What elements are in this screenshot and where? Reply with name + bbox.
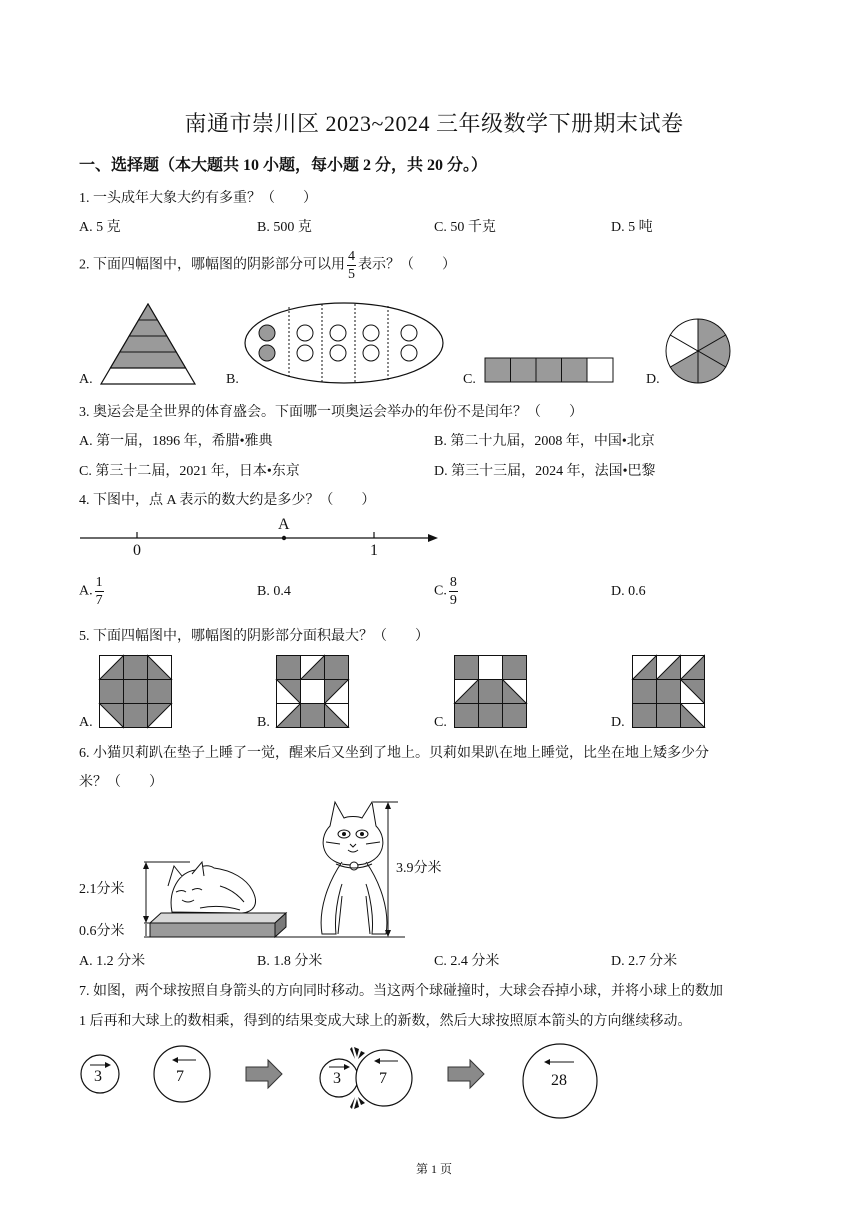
q2-label-d[interactable]: D.: [646, 372, 660, 387]
fraction-numerator: 8: [449, 575, 457, 590]
q1-option-a[interactable]: A. 5 克: [79, 220, 121, 235]
q2-text-before: 2. 下面四幅图中，哪幅图的阴影部分可以用: [79, 257, 345, 273]
q3-option-d[interactable]: D. 第三十三届，2024 年，法国•巴黎: [434, 464, 656, 479]
q4-option-c[interactable]: [434, 574, 460, 609]
question-3: 3. 奥运会是全世界的体育盛会。下面哪一项奥运会举办的年份不是闰年？（ ）: [79, 405, 583, 420]
ball-number-7-collide: 7: [379, 1070, 387, 1087]
question-6-line-2: 米？（ ）: [79, 775, 163, 790]
page-title: 南通市崇川区 2023~2024 三年级数学下册期末试卷: [184, 111, 684, 136]
q4-option-c-label: C.: [434, 583, 447, 599]
height-label-2-1: 2.1分米: [79, 882, 125, 897]
q2-figure-c-strip: [484, 357, 614, 383]
q2-label-b[interactable]: B.: [226, 372, 239, 387]
ball-diagram: [78, 1045, 618, 1120]
ball-number-7: 7: [176, 1068, 184, 1085]
fraction: [95, 574, 104, 609]
page-footer: 第 1 页: [415, 1162, 452, 1176]
q5-label-d[interactable]: D.: [611, 715, 625, 730]
q2-figure-d-pie: [665, 318, 731, 384]
q4-option-d[interactable]: D. 0.6: [611, 584, 646, 599]
q2-figure-a-triangle: [100, 303, 196, 385]
q1-option-b[interactable]: B. 500 克: [257, 220, 312, 235]
question-5: 5. 下面四幅图中，哪幅图的阴影部分面积最大？（ ）: [79, 629, 429, 644]
fraction-numerator: 1: [95, 575, 103, 590]
question-2: [79, 248, 456, 283]
q5-figure-a: [99, 655, 172, 728]
height-label-3-9: 3.9分米: [396, 861, 442, 876]
fraction-denominator: 5: [348, 267, 355, 282]
q2-label-a[interactable]: A.: [79, 372, 93, 387]
q5-figure-c: [454, 655, 527, 728]
q6-option-a[interactable]: A. 1.2 分米: [79, 954, 146, 969]
ball-number-28: 28: [551, 1072, 567, 1089]
q4-option-b[interactable]: B. 0.4: [257, 584, 291, 599]
question-6-line-1: 6. 小猫贝莉趴在垫子上睡了一觉，醒来后又坐到了地上。贝莉如果趴在地上睡觉，比坐在地上矮多少分: [79, 746, 709, 761]
section-heading: 一、选择题（本大题共 10 小题，每小题 2 分，共 20 分。）: [79, 157, 488, 174]
ball-number-3: 3: [94, 1068, 102, 1085]
question-1: 1. 一头成年大象大约有多重？（ ）: [79, 191, 317, 206]
q3-option-c[interactable]: C. 第三十二届，2021 年，日本•东京: [79, 464, 300, 479]
fraction: [347, 248, 356, 283]
tick-label-0: 0: [133, 542, 141, 559]
question-7-line-2: 1 后再和大球上的数相乘，得到的结果变成大球上的新数，然后大球按照原本箭头的方向继续移动。: [79, 1014, 692, 1029]
q1-option-c[interactable]: C. 50 千克: [434, 220, 496, 235]
q6-option-c[interactable]: C. 2.4 分米: [434, 954, 500, 969]
fraction: [449, 574, 458, 609]
q6-option-d[interactable]: D. 2.7 分米: [611, 954, 678, 969]
cat-diagram: [130, 800, 410, 942]
q5-figure-d: [632, 655, 705, 728]
q5-figure-b: [276, 655, 349, 728]
q5-label-a[interactable]: A.: [79, 715, 93, 730]
question-4: 4. 下图中，点 A 表示的数大约是多少？（ ）: [79, 493, 376, 508]
q2-text-after: 表示？（ ）: [358, 257, 456, 273]
fraction-denominator: 9: [449, 593, 457, 608]
question-7-line-1: 7. 如图，两个球按照自身箭头的方向同时移动。当这两个球碰撞时，大球会吞掉小球，并将小球上的数加: [79, 984, 723, 999]
q6-option-b[interactable]: B. 1.8 分米: [257, 954, 323, 969]
point-a-label: A: [278, 516, 290, 533]
q3-option-a[interactable]: A. 第一届，1896 年，希腊•雅典: [79, 434, 273, 449]
tick-label-1: 1: [370, 542, 378, 559]
fraction-denominator: 7: [95, 593, 103, 608]
q5-label-c[interactable]: C.: [434, 715, 447, 730]
q3-option-b[interactable]: B. 第二十九届，2008 年，中国•北京: [434, 434, 655, 449]
height-label-0-6: 0.6分米: [79, 924, 125, 939]
point-a-dot: [282, 536, 286, 540]
q1-option-d[interactable]: D. 5 吨: [611, 220, 653, 235]
q4-option-a[interactable]: [79, 574, 106, 609]
q4-option-a-label: A.: [79, 583, 93, 599]
q2-figure-b-ellipse: [244, 302, 444, 384]
q2-label-c[interactable]: C.: [463, 372, 476, 387]
ball-number-3-collide: 3: [333, 1070, 341, 1087]
fraction-numerator: 4: [348, 249, 355, 264]
q5-label-b[interactable]: B.: [257, 715, 270, 730]
